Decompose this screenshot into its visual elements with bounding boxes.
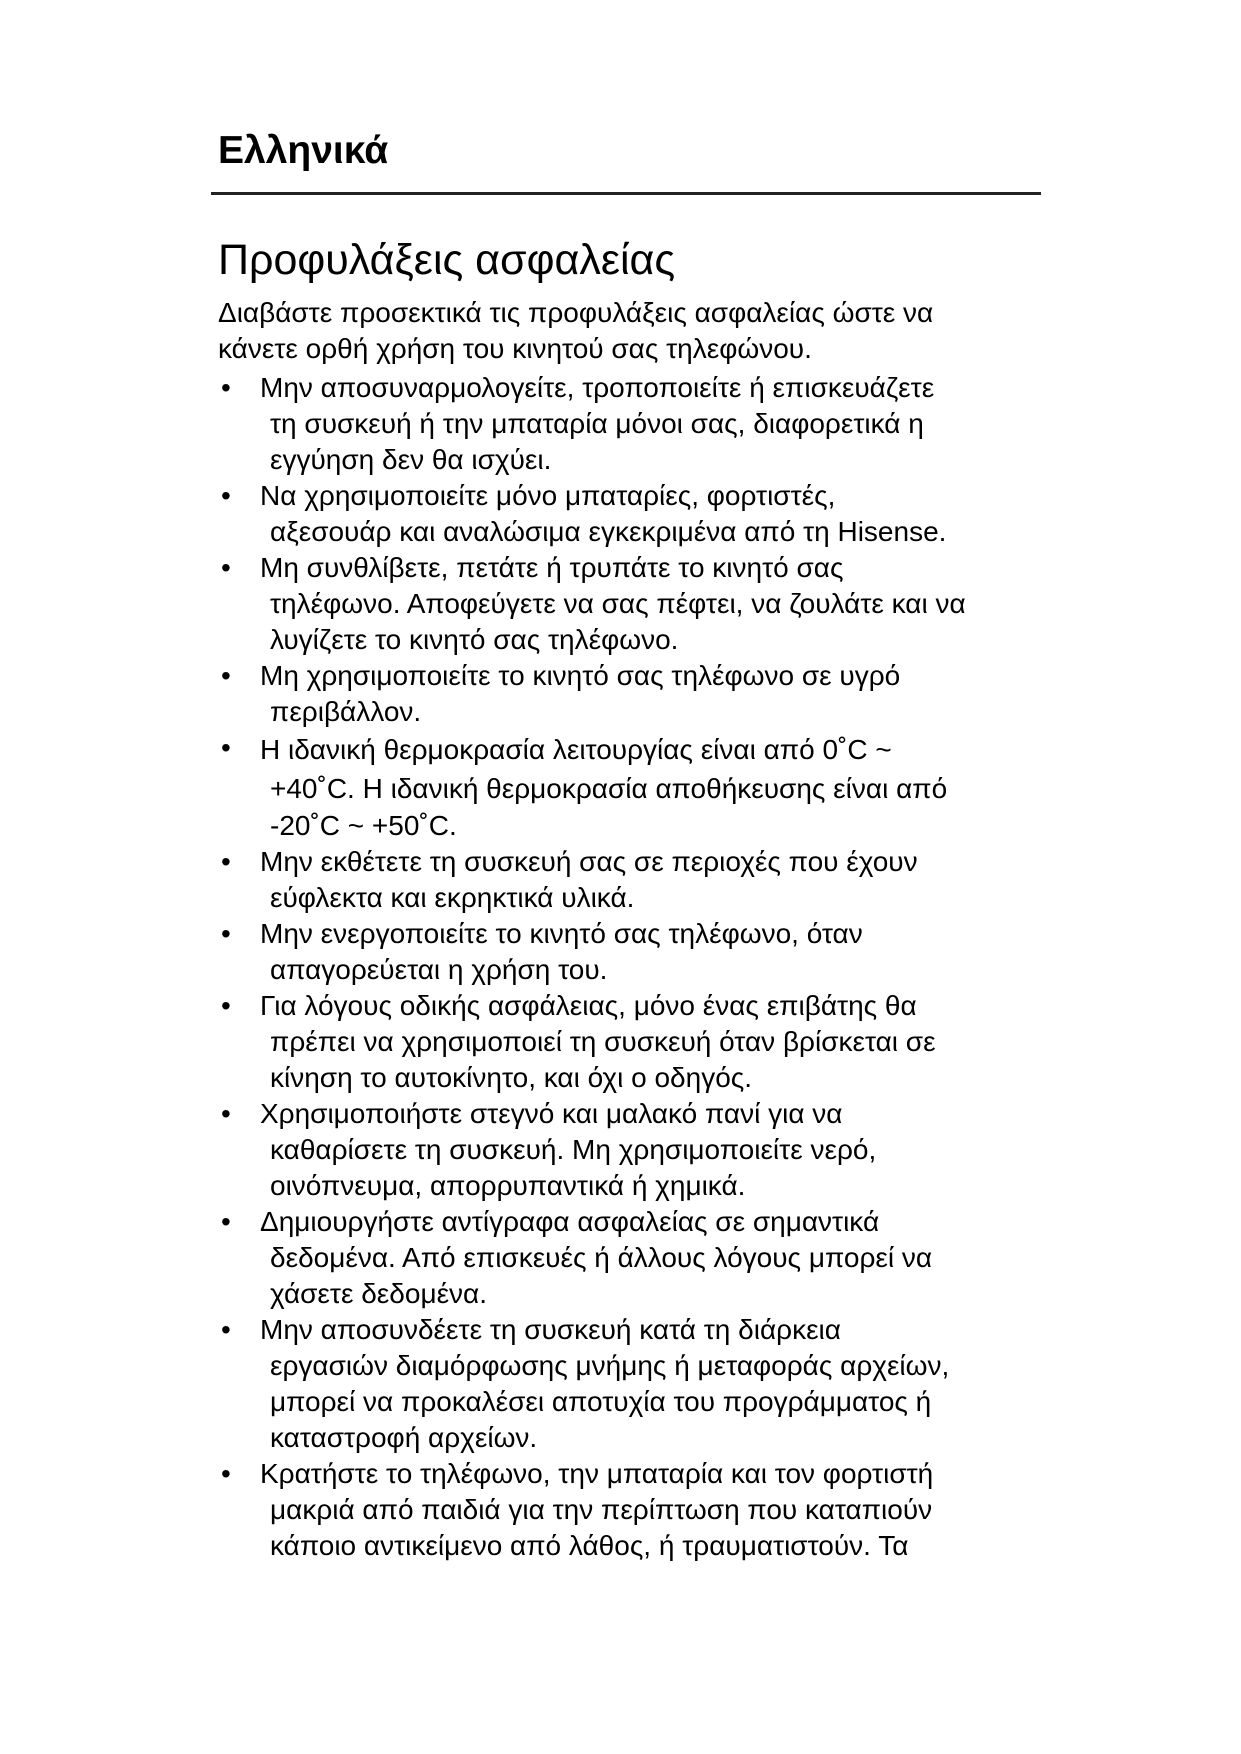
list-item-line: Χρησιμοποιήστε στεγνό και μαλακό πανί για να xyxy=(260,1098,843,1129)
bullet-marker: • xyxy=(221,552,231,583)
list-item-text xyxy=(260,988,1038,1096)
intro-line: κάνετε ορθή χρήση του κινητού σας τηλεφώνου. xyxy=(218,333,812,364)
list-item-text xyxy=(260,1456,1038,1564)
list-item-text xyxy=(260,370,1038,478)
bullet-marker: • xyxy=(221,660,231,691)
list-item xyxy=(218,916,1038,988)
list-item-line: Μη χρησιμοποιείτε το κινητό σας τηλέφωνο σε υγρό xyxy=(260,660,901,691)
list-item-line: Μην αποσυνδέετε τη συσκευή κατά τη διάρκεια xyxy=(260,1314,841,1345)
list-item-line: Η ιδανική θερμοκρασία λειτουργίας είναι από 0˚C ~ xyxy=(260,734,892,765)
list-item-text xyxy=(260,550,1038,658)
bullet-marker: • xyxy=(221,1458,231,1489)
safety-precautions-list xyxy=(218,370,1038,1564)
heading-divider xyxy=(211,192,1041,195)
list-item-text xyxy=(260,916,1038,988)
list-item-text xyxy=(260,658,1038,730)
list-item-line: Μη συνθλίβετε, πετάτε ή τρυπάτε το κινητό σας xyxy=(260,552,844,583)
list-item-line: Μην εκθέτετε τη συσκευή σας σε περιοχές που έχουν xyxy=(260,846,918,877)
list-item-line: τηλέφωνο. Αποφεύγετε να σας πέφτει, να ζουλάτε και να xyxy=(270,588,966,619)
list-item-line: καθαρίσετε τη συσκευή. Μη χρησιμοποιείτε νερό, xyxy=(270,1134,877,1165)
list-item xyxy=(218,658,1038,730)
list-item-line: Κρατήστε το τηλέφωνο, την μπαταρία και τον φορτιστή xyxy=(260,1458,934,1489)
bullet-marker: • xyxy=(221,846,231,877)
list-item xyxy=(218,730,1038,844)
list-item xyxy=(218,550,1038,658)
list-item-text xyxy=(260,730,1038,844)
list-item-line: χάσετε δεδομένα. xyxy=(270,1278,488,1309)
list-item-line: μπορεί να προκαλέσει αποτυχία του προγράμματος ή xyxy=(270,1386,932,1417)
list-item xyxy=(218,370,1038,478)
list-item-line: λυγίζετε το κινητό σας τηλέφωνο. xyxy=(270,624,679,655)
list-item-text xyxy=(260,1096,1038,1204)
list-item-line: κάποιο αντικείμενο από λάθος, ή τραυματιστούν. Τα xyxy=(270,1530,909,1561)
bullet-marker: • xyxy=(221,1314,231,1345)
list-item xyxy=(218,988,1038,1096)
list-item-line: τη συσκευή ή την μπαταρία μόνοι σας, διαφορετικά η xyxy=(270,408,924,439)
list-item-line: Μην ενεργοποιείτε το κινητό σας τηλέφωνο, όταν xyxy=(260,918,863,949)
bullet-marker: • xyxy=(221,372,231,403)
list-item-text xyxy=(260,478,1038,550)
list-item-line: +40˚C. Η ιδανική θερμοκρασία αποθήκευσης είναι από xyxy=(270,773,948,804)
list-item-line: εγγύηση δεν θα ισχύει. xyxy=(270,444,552,475)
list-item xyxy=(218,1312,1038,1456)
list-item-line: μακριά από παιδιά για την περίπτωση που καταπιούν xyxy=(270,1494,933,1525)
list-item xyxy=(218,844,1038,916)
list-item-line: -20˚C ~ +50˚C. xyxy=(270,810,457,841)
list-item-text xyxy=(260,1312,1038,1456)
list-item-line: εργασιών διαμόρφωσης μνήμης ή μεταφοράς αρχείων, xyxy=(270,1350,950,1381)
list-item-line: αξεσουάρ και αναλώσιμα εγκεκριμένα από τη Hisense. xyxy=(270,516,947,547)
list-item-text xyxy=(260,1204,1038,1312)
list-item-line: δεδομένα. Από επισκευές ή άλλους λόγους μπορεί να xyxy=(270,1242,933,1273)
list-item-line: Μην αποσυναρμολογείτε, τροποποιείτε ή επισκευάζετε xyxy=(260,372,935,403)
bullet-marker: • xyxy=(221,1206,231,1237)
list-item xyxy=(218,1456,1038,1564)
list-item-line: Για λόγους οδικής ασφάλειας, μόνο ένας επιβάτης θα xyxy=(260,990,917,1021)
bullet-marker: • xyxy=(221,480,231,511)
list-item-line: καταστροφή αρχείων. xyxy=(270,1422,538,1453)
bullet-marker: • xyxy=(221,1098,231,1129)
list-item-line: οινόπνευμα, απορρυπαντικά ή χημικά. xyxy=(270,1170,746,1201)
list-item-line: απαγορεύεται η χρήση του. xyxy=(270,954,608,985)
list-item-text xyxy=(260,844,1038,916)
section-title: Προφυλάξεις ασφαλείας xyxy=(218,236,676,284)
list-item-line: περιβάλλον. xyxy=(270,696,422,727)
list-item-line: κίνηση το αυτοκίνητο, και όχι ο οδηγός. xyxy=(270,1062,753,1093)
list-item-line: Δημιουργήστε αντίγραφα ασφαλείας σε σημαντικά xyxy=(260,1206,880,1237)
list-item-line: Να χρησιμοποιείτε μόνο μπαταρίες, φορτιστές, xyxy=(260,480,836,511)
intro-paragraph xyxy=(218,295,1038,367)
list-item-line: εύφλεκτα και εκρηκτικά υλικά. xyxy=(270,882,635,913)
bullet-marker: • xyxy=(221,990,231,1021)
intro-line: Διαβάστε προσεκτικά τις προφυλάξεις ασφαλείας ώστε να xyxy=(218,297,934,328)
bullet-marker: • xyxy=(221,918,231,949)
bullet-marker: • xyxy=(221,732,231,763)
list-item-line: πρέπει να χρησιμοποιεί τη συσκευή όταν βρίσκεται σε xyxy=(270,1026,936,1057)
list-item xyxy=(218,478,1038,550)
language-heading: Ελληνικά xyxy=(218,129,389,172)
list-item xyxy=(218,1204,1038,1312)
list-item xyxy=(218,1096,1038,1204)
